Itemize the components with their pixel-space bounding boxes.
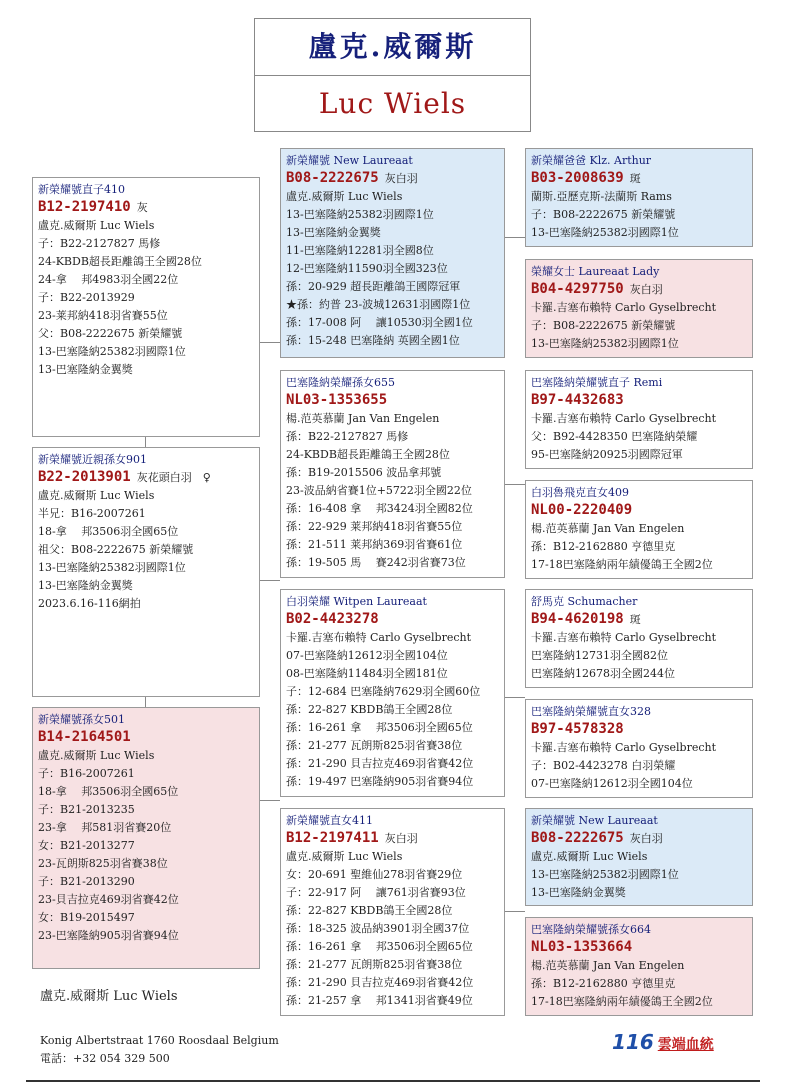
card-header: 白羽魯飛克直女409 bbox=[531, 486, 629, 499]
card-line: 孫：21-290 貝吉拉克469羽省賽42位 bbox=[286, 976, 474, 989]
connector-line bbox=[504, 237, 525, 238]
card-line: 07-巴塞隆納12612羽全國104位 bbox=[531, 777, 693, 790]
card-line: 父：B92-4428350 巴塞隆納榮耀 bbox=[531, 430, 698, 443]
card-line: 13-巴塞隆納25382羽國際1位 bbox=[531, 226, 679, 239]
pedigree-card-ggsire-2 bbox=[525, 370, 753, 469]
card-line: 23-拿 邦581羽省賽20位 bbox=[38, 821, 172, 834]
pedigree-card-ggdam-2 bbox=[525, 480, 753, 579]
ring-number: NL03-1353664 bbox=[531, 939, 633, 955]
card-line: 子：B16-2007261 bbox=[38, 767, 135, 780]
card-header: 白羽榮耀 Witpen Laureaat bbox=[286, 595, 427, 608]
card-line: 盧克.威爾斯 Luc Wiels bbox=[286, 190, 403, 203]
color-label: 灰白羽 bbox=[629, 832, 663, 845]
card-line: 楊.范英慕蘭 Jan Van Engelen bbox=[531, 522, 685, 535]
color-label: 灰白羽 bbox=[384, 832, 418, 845]
card-header: 新榮耀號孫女501 bbox=[38, 713, 125, 726]
card-line: 13-巴塞隆納25382羽國際1位 bbox=[286, 208, 434, 221]
pedigree-card-grandsire bbox=[280, 148, 505, 358]
card-line: 卡羅.吉塞布賴特 Carlo Gyselbrecht bbox=[531, 741, 717, 754]
connector-line bbox=[145, 697, 146, 707]
brand-logo bbox=[612, 1030, 714, 1054]
card-line: 23-瓦朗斯825羽省賽38位 bbox=[38, 857, 168, 870]
card-line: 23-莱邦納418羽省賽55位 bbox=[38, 309, 168, 322]
pedigree-card-subject bbox=[32, 177, 260, 437]
connector-line bbox=[504, 697, 525, 698]
card-header: 榮耀女士 Laureaat Lady bbox=[531, 265, 660, 278]
pedigree-card-ggsire-4 bbox=[525, 808, 753, 906]
card-line: 08-巴塞隆納11484羽全國181位 bbox=[286, 667, 448, 680]
card-line: 卡羅.吉塞布賴特 Carlo Gyselbrecht bbox=[531, 301, 717, 314]
card-line: 12-巴塞隆納11590羽全國323位 bbox=[286, 262, 448, 275]
card-line: 父：B08-2222675 新榮耀號 bbox=[38, 327, 183, 340]
ring-number: B12-2197411 bbox=[286, 830, 379, 846]
card-line: 子：B21-2013235 bbox=[38, 803, 135, 816]
card-line: 子：B02-4423278 白羽榮耀 bbox=[531, 759, 676, 772]
card-line: 13-巴塞隆納25382羽國際1位 bbox=[38, 345, 186, 358]
pedigree-card-dam bbox=[32, 707, 260, 969]
pedigree-card-ggdam-1 bbox=[525, 259, 753, 358]
ring-number: B22-2013901 bbox=[38, 469, 131, 485]
color-label: 斑 bbox=[629, 613, 641, 626]
card-line: 楊.范英慕蘭 Jan Van Engelen bbox=[531, 959, 685, 972]
card-line: 孫：17-008 阿 讓10530羽全國1位 bbox=[286, 316, 473, 329]
card-line: 13-巴塞隆納金翼獎 bbox=[38, 363, 133, 376]
title-box bbox=[254, 18, 531, 132]
card-line: 祖父：B08-2222675 新榮耀號 bbox=[38, 543, 194, 556]
card-line: 孫：B12-2162880 亨德里克 bbox=[531, 540, 676, 553]
card-line: 23-波品納省賽1位+5722羽全國22位 bbox=[286, 484, 472, 497]
card-line: 18-拿 邦3506羽全國65位 bbox=[38, 525, 179, 538]
card-line: 17-18巴塞隆納兩年績優鴿王全國2位 bbox=[531, 995, 713, 1008]
color-label: 灰 bbox=[136, 201, 148, 214]
card-line: 13-巴塞隆納25382羽國際1位 bbox=[531, 868, 679, 881]
ring-number: B14-2164501 bbox=[38, 729, 131, 745]
card-line: 24-拿 邦4983羽全國22位 bbox=[38, 273, 179, 286]
card-line: 孫：20-929 超長距離鴿王國際冠軍 bbox=[286, 280, 461, 293]
card-line: 13-巴塞隆納金翼獎 bbox=[286, 226, 381, 239]
card-line: 女：B21-2013277 bbox=[38, 839, 135, 852]
card-line: 楊.范英慕蘭 Jan Van Engelen bbox=[286, 412, 440, 425]
pedigree-card-granddam-dam bbox=[280, 808, 505, 1016]
title-chinese: 盧克.威爾斯 bbox=[255, 19, 530, 76]
logo-number: 116 bbox=[612, 1030, 654, 1054]
card-line: 巴塞隆納12678羽全國244位 bbox=[531, 667, 675, 680]
card-line: 孫：B19-2015506 波品拿邦號 bbox=[286, 466, 442, 479]
ring-number: NL00-2220409 bbox=[531, 502, 633, 518]
card-header: 新榮耀號直子410 bbox=[38, 183, 125, 196]
card-line: 子：B21-2013290 bbox=[38, 875, 135, 888]
card-line: 孫：19-497 巴塞隆納905羽省賽94位 bbox=[286, 775, 474, 788]
card-line: 24-KBDB超長距離鴿王全國28位 bbox=[38, 255, 202, 268]
card-line: 女：20-691 聖維仙278羽省賽29位 bbox=[286, 868, 463, 881]
card-header: 舒馬克 Schumacher bbox=[531, 595, 638, 608]
card-line: 子：B22-2127827 馬修 bbox=[38, 237, 161, 250]
card-line: 孫：22-827 KBDB鴿王全國28位 bbox=[286, 703, 453, 716]
ring-number: B94-4620198 bbox=[531, 611, 624, 627]
card-line: 盧克.威爾斯 Luc Wiels bbox=[38, 219, 155, 232]
card-line: 17-18巴塞隆納兩年績優鴿王全國2位 bbox=[531, 558, 713, 571]
card-line: 子：B08-2222675 新榮耀號 bbox=[531, 208, 676, 221]
card-line: 卡羅.吉塞布賴特 Carlo Gyselbrecht bbox=[286, 631, 472, 644]
card-line: 孫：18-325 波品納3901羽全國37位 bbox=[286, 922, 470, 935]
card-header: 巴塞隆納榮耀號直子 Remi bbox=[531, 376, 663, 389]
card-line: 孫：21-290 貝吉拉克469羽省賽42位 bbox=[286, 757, 474, 770]
ring-number: B12-2197410 bbox=[38, 199, 131, 215]
logo-text: 雲端血統 bbox=[657, 1037, 714, 1053]
card-header: 新榮耀號 New Laureaat bbox=[286, 154, 413, 167]
card-line: 孫：16-261 拿 邦3506羽全國65位 bbox=[286, 940, 473, 953]
title-english: Luc Wiels bbox=[318, 87, 467, 120]
card-line: 2023.6.16-116網拍 bbox=[38, 597, 141, 610]
breeder-name: 盧克.威爾斯 Luc Wiels bbox=[40, 989, 178, 1004]
card-line: 孫：B22-2127827 馬修 bbox=[286, 430, 409, 443]
connector-line bbox=[504, 911, 525, 912]
card-header: 新榮耀號近親孫女901 bbox=[38, 453, 147, 466]
color-label: 灰白羽 bbox=[384, 172, 418, 185]
card-line: 孫：21-257 拿 邦1341羽省賽49位 bbox=[286, 994, 473, 1007]
card-line: 07-巴塞隆納12612羽全國104位 bbox=[286, 649, 448, 662]
card-header: 新榮耀號 New Laureaat bbox=[531, 814, 658, 827]
card-line: 孫：16-261 拿 邦3506羽全國65位 bbox=[286, 721, 473, 734]
pedigree-card-grandsire-dam bbox=[280, 589, 505, 797]
pedigree-card-half-sister bbox=[32, 447, 260, 697]
card-line: 孫：16-408 拿 邦3424羽全國82位 bbox=[286, 502, 473, 515]
card-line: 18-拿 邦3506羽全國65位 bbox=[38, 785, 179, 798]
color-label: 灰花頭白羽 ♀ bbox=[136, 471, 211, 484]
card-line: 24-KBDB超長距離鴿王全國28位 bbox=[286, 448, 450, 461]
card-line: 蘭斯.亞歷克斯-法蘭斯 Rams bbox=[531, 190, 672, 203]
connector-line bbox=[259, 580, 280, 581]
pedigree-card-ggdam-3 bbox=[525, 699, 753, 798]
connector-line bbox=[259, 800, 280, 801]
card-line: 女：B19-2015497 bbox=[38, 911, 135, 924]
card-line: 卡羅.吉塞布賴特 Carlo Gyselbrecht bbox=[531, 412, 717, 425]
card-header: 巴塞隆納榮耀號直女328 bbox=[531, 705, 651, 718]
card-line: 孫：15-248 巴塞隆納 英國全國1位 bbox=[286, 334, 460, 347]
card-header: 新榮耀爸爸 Klz. Arthur bbox=[531, 154, 652, 167]
pedigree-card-ggdam-4 bbox=[525, 917, 753, 1016]
card-header: 巴塞隆納榮耀號孫女664 bbox=[531, 923, 651, 936]
card-line: 盧克.威爾斯 Luc Wiels bbox=[531, 850, 648, 863]
pedigree-card-ggsire-1 bbox=[525, 148, 753, 247]
phone: 電話：+32 054 329 500 bbox=[40, 1052, 170, 1065]
card-line: 孫：19-505 馬 賽242羽省賽73位 bbox=[286, 556, 466, 569]
card-line: 半兄：B16-2007261 bbox=[38, 507, 146, 520]
card-line: 孫：B12-2162880 亨德里克 bbox=[531, 977, 676, 990]
ring-number: B03-2008639 bbox=[531, 170, 624, 186]
bottom-divider bbox=[26, 1080, 760, 1082]
card-line: ★孫：約普 23-波城12631羽國際1位 bbox=[286, 298, 471, 311]
connector-line bbox=[145, 437, 146, 447]
card-line: 23-貝吉拉克469羽省賽42位 bbox=[38, 893, 179, 906]
card-line: 子：B22-2013929 bbox=[38, 291, 135, 304]
card-line: 孫：21-277 瓦朗斯825羽省賽38位 bbox=[286, 739, 463, 752]
card-line: 23-巴塞隆納905羽省賽94位 bbox=[38, 929, 179, 942]
card-line: 95-巴塞隆納20925羽國際冠軍 bbox=[531, 448, 683, 461]
color-label: 灰白羽 bbox=[629, 283, 663, 296]
pedigree-card-ggsire-3 bbox=[525, 589, 753, 688]
card-line: 子：22-917 阿 讓761羽省賽93位 bbox=[286, 886, 466, 899]
color-label: 斑 bbox=[629, 172, 641, 185]
ring-number: B04-4297750 bbox=[531, 281, 624, 297]
card-line: 13-巴塞隆納金翼獎 bbox=[531, 886, 626, 899]
card-line: 孫：22-827 KBDB鴿王全國28位 bbox=[286, 904, 453, 917]
card-line: 13-巴塞隆納金翼獎 bbox=[38, 579, 133, 592]
card-line: 13-巴塞隆納25382羽國際1位 bbox=[38, 561, 186, 574]
ring-number: B97-4578328 bbox=[531, 721, 624, 737]
card-header: 巴塞隆納榮耀孫女655 bbox=[286, 376, 395, 389]
card-line: 盧克.威爾斯 Luc Wiels bbox=[286, 850, 403, 863]
card-line: 卡羅.吉塞布賴特 Carlo Gyselbrecht bbox=[531, 631, 717, 644]
ring-number: B08-2222675 bbox=[286, 170, 379, 186]
card-line: 盧克.威爾斯 Luc Wiels bbox=[38, 749, 155, 762]
ring-number: B08-2222675 bbox=[531, 830, 624, 846]
card-line: 孫：22-929 莱邦納418羽省賽55位 bbox=[286, 520, 463, 533]
connector-line bbox=[259, 342, 280, 343]
card-line: 13-巴塞隆納25382羽國際1位 bbox=[531, 337, 679, 350]
card-line: 孫：21-277 瓦朗斯825羽省賽38位 bbox=[286, 958, 463, 971]
card-header: 新榮耀號直女411 bbox=[286, 814, 373, 827]
card-line: 子：B08-2222675 新榮耀號 bbox=[531, 319, 676, 332]
card-line: 子：12-684 巴塞隆納7629羽全國60位 bbox=[286, 685, 481, 698]
address: Konig Albertstraat 1760 Roosdaal Belgium bbox=[40, 1034, 279, 1047]
card-line: 11-巴塞隆納12281羽全國8位 bbox=[286, 244, 434, 257]
contact-info bbox=[40, 1032, 279, 1068]
card-line: 巴塞隆納12731羽全國82位 bbox=[531, 649, 668, 662]
ring-number: NL03-1353655 bbox=[286, 392, 388, 408]
ring-number: B02-4423278 bbox=[286, 611, 379, 627]
card-line: 盧克.威爾斯 Luc Wiels bbox=[38, 489, 155, 502]
pedigree-card-granddam bbox=[280, 370, 505, 578]
connector-line bbox=[504, 484, 525, 485]
ring-number: B97-4432683 bbox=[531, 392, 624, 408]
card-line: 孫：21-511 莱邦納369羽省賽61位 bbox=[286, 538, 463, 551]
